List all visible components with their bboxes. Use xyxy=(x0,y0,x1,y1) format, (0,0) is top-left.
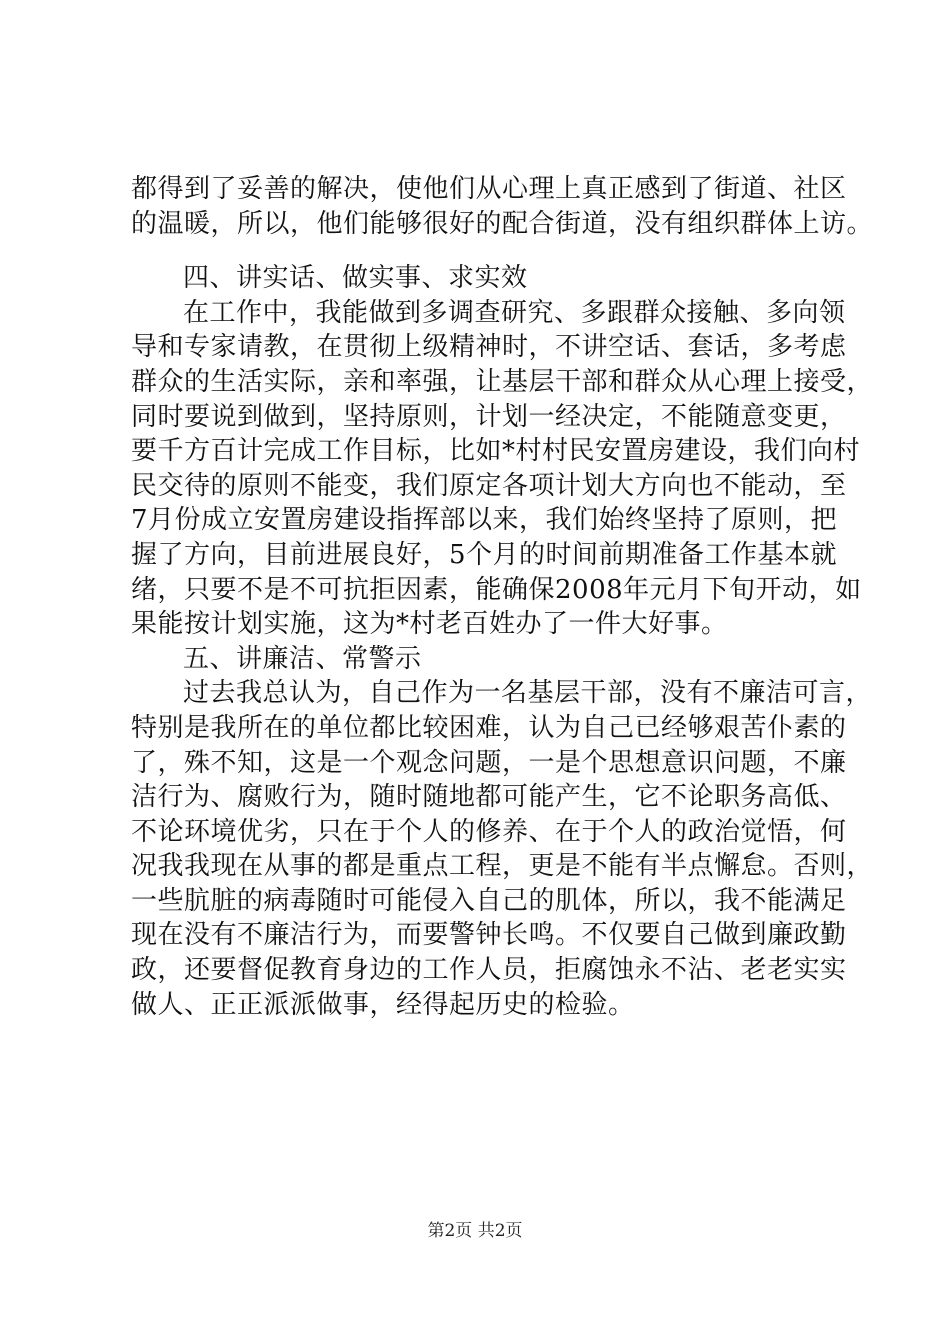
paragraph-line: 了，殊不知，这是一个观念问题，一是个思想意识问题，不廉 xyxy=(131,747,847,778)
page-number-footer: 第2页 共2页 xyxy=(427,1221,523,1241)
paragraph-line: 现在没有不廉洁行为，而要警钟长鸣。不仅要自己做到廉政勤 xyxy=(131,920,847,951)
paragraph-line: 同时要说到做到，坚持原则，计划一经决定，不能随意变更， xyxy=(131,401,847,432)
paragraph-line: 洁行为、腐败行为，随时随地都可能产生，它不论职务高低、 xyxy=(131,782,847,813)
paragraph-line: 做人、正正派派做事，经得起历史的检验。 xyxy=(131,989,635,1020)
paragraph-line: 政，还要督促教育身边的工作人员，拒腐蚀永不沾、老老实实 xyxy=(131,955,847,986)
paragraph-line: 都得到了妥善的解决，使他们从心理上真正感到了街道、社区 xyxy=(131,174,847,204)
paragraph-line: 绪，只要不是不可抗拒因素，能确保2008年元月下旬开动，如 xyxy=(131,574,862,605)
paragraph-line: 7月份成立安置房建设指挥部以来，我们始终坚持了原则，把 xyxy=(131,505,838,536)
paragraph-line: 握了方向，目前进展良好，5个月的时间前期准备工作基本就 xyxy=(131,539,838,570)
paragraph-line: 的温暖，所以，他们能够很好的配合街道，没有组织群体上访。 xyxy=(131,208,874,239)
paragraph-line: 不论环境优劣，只在于个人的修养、在于个人的政治觉悟，何 xyxy=(131,816,847,847)
paragraph-line: 民交待的原则不能变，我们原定各项计划大方向也不能动，至 xyxy=(131,470,847,501)
paragraph-line: 果能按计划实施，这为*村老百姓办了一件大好事。 xyxy=(131,609,728,640)
paragraph-line: 过去我总认为，自己作为一名基层干部，没有不廉洁可言， xyxy=(183,678,873,709)
section-heading: 四、讲实话、做实事、求实效 xyxy=(183,263,528,294)
paragraph-line: 群众的生活实际，亲和率强，让基层干部和群众从心理上接受， xyxy=(131,366,874,397)
paragraph-line: 一些肮脏的病毒随时可能侵入自己的肌体，所以，我不能满足 xyxy=(131,885,847,916)
document-body xyxy=(131,172,874,1022)
paragraph-line: 在工作中，我能做到多调查研究、多跟群众接触、多向领 xyxy=(183,297,846,328)
paragraph-line: 导和专家请教，在贯彻上级精神时，不讲空话、套话，多考虑 xyxy=(131,332,847,363)
paragraph-line: 特别是我所在的单位都比较困难，认为自己已经够艰苦仆素的 xyxy=(131,712,847,743)
paragraph-gap xyxy=(131,241,851,261)
paragraph-line: 况我我现在从事的都是重点工程，更是不能有半点懈怠。否则， xyxy=(131,851,874,882)
paragraph-line: 要千方百计完成工作目标，比如*村村民安置房建设，我们向村 xyxy=(131,436,861,467)
section-heading: 五、讲廉洁、常警示 xyxy=(183,643,422,674)
